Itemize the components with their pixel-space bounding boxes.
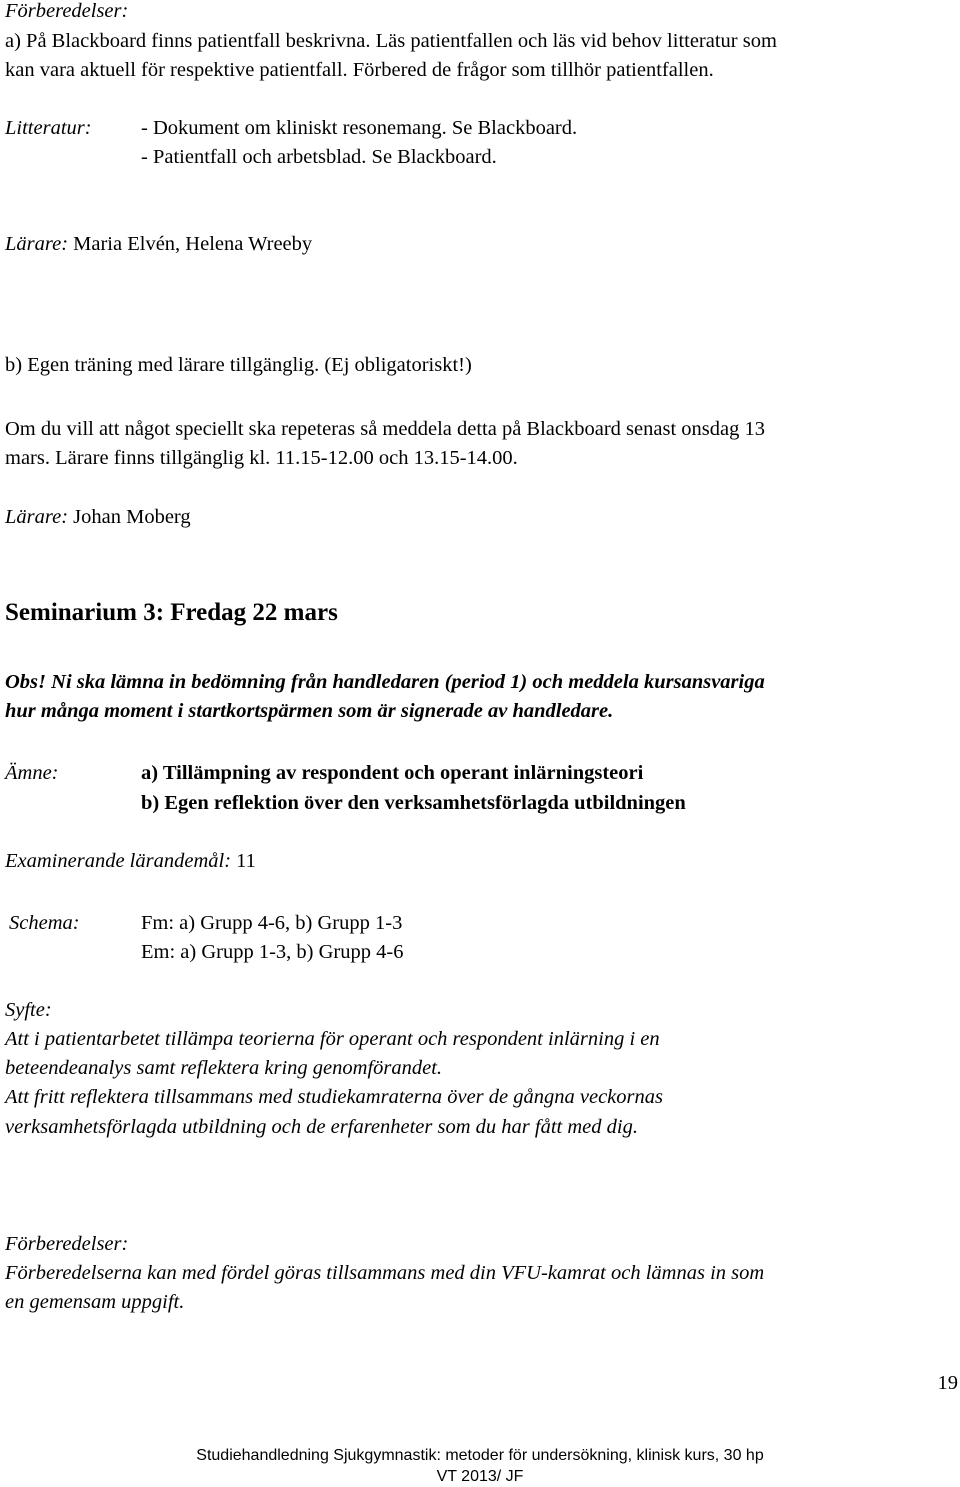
exam-value: 11 — [236, 850, 256, 872]
schema-em: Em: a) Grupp 1-3, b) Grupp 4-6 — [141, 941, 404, 963]
amne-b: b) Egen reflektion över den verksamhetsförlagda utbildningen — [141, 792, 686, 814]
syfte-line: Att i patientarbetet tillämpa teorierna för operant och respondent inlärning i en — [5, 1028, 660, 1050]
schema-label: Schema: — [9, 912, 80, 934]
schema-fm: Fm: a) Grupp 4-6, b) Grupp 1-3 — [141, 912, 403, 934]
egen-text-line1: Om du vill att något speciellt ska repeteras så meddela detta på Blackboard senast onsdag 13 — [5, 418, 765, 440]
egen-text-line2: mars. Lärare finns tillgänglig kl. 11.15-12.00 och 13.15-14.00. — [5, 447, 518, 469]
larare-row-1 — [5, 229, 312, 259]
larare-value: Maria Elvén, Helena Wreeby — [73, 233, 313, 255]
amne-a: a) Tillämpning av respondent och operant inlärningsteori — [141, 762, 644, 784]
litteratur-item: - Patientfall och arbetsblad. Se Blackboard. — [141, 146, 497, 168]
syfte-line: beteendeanalys samt reflektera kring genomförandet. — [5, 1057, 443, 1079]
amne-label: Ämne: — [5, 762, 59, 784]
exam-label: Examinerande lärandemål: — [5, 850, 232, 872]
syfte-line: verksamhetsförlagda utbildning och de erfarenheter som du har fått med dig. — [5, 1116, 638, 1138]
syfte-heading: Syfte: — [5, 999, 52, 1021]
exam-row — [5, 846, 256, 876]
syfte-line: Att fritt reflektera tillsammans med studiekamraterna över de gångna veckornas — [5, 1086, 663, 1108]
page-number: 19 — [937, 1372, 958, 1394]
litteratur-item: - Dokument om kliniskt resonemang. Se Blackboard. — [141, 117, 578, 139]
larare-value: Johan Moberg — [73, 506, 191, 528]
prep1-line1: a) På Blackboard finns patientfall beskrivna. Läs patientfallen och läs vid behov litteratur som — [5, 30, 777, 52]
larare-row-2 — [5, 502, 191, 532]
footer-line2: VT 2013/ JF — [436, 1468, 524, 1485]
obs-line1: Obs! Ni ska lämna in bedömning från handledaren (period 1) och meddela kursansvariga — [5, 671, 765, 693]
prep2-line: Förberedelserna kan med fördel göras tillsammans med din VFU-kamrat och lämnas in som — [5, 1262, 765, 1284]
prep1-heading: Förberedelser: — [5, 0, 129, 22]
egen-traning-line: b) Egen träning med lärare tillgänglig. (Ej obligatoriskt!) — [5, 354, 472, 376]
prep2-line: en gemensam uppgift. — [5, 1291, 185, 1313]
seminar-title: Seminarium 3: Fredag 22 mars — [5, 599, 338, 626]
obs-line2: hur många moment i startkortspärmen som är signerade av handledare. — [5, 700, 614, 722]
prep1-line2: kan vara aktuell för respektive patientfall. Förbered de frågor som tillhör patientfallen. — [5, 59, 714, 81]
litteratur-label: Litteratur: — [5, 117, 92, 139]
larare-label: Lärare: — [5, 506, 69, 528]
larare-label: Lärare: — [5, 233, 69, 255]
prep2-heading: Förberedelser: — [5, 1233, 129, 1255]
footer-line1: Studiehandledning Sjukgymnastik: metoder för undersökning, klinisk kurs, 30 hp — [196, 1447, 764, 1464]
